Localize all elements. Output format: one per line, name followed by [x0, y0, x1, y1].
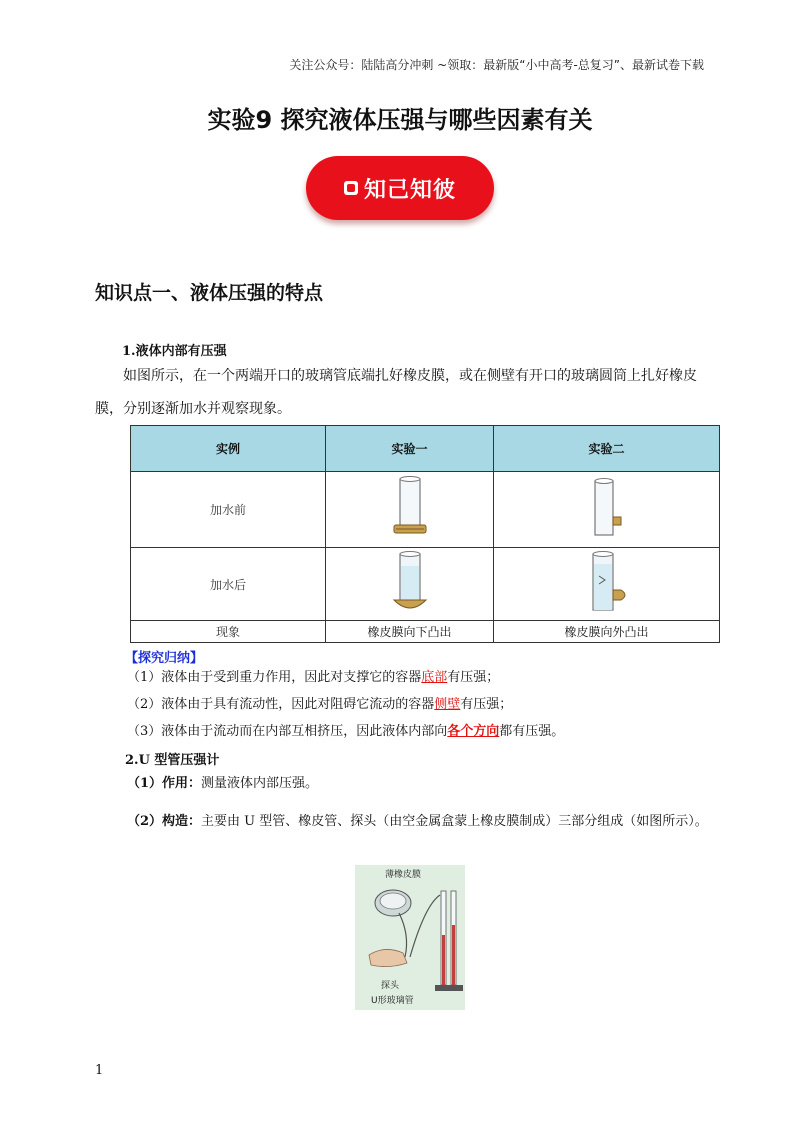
table-row: [131, 621, 720, 643]
table-cell: 橡皮膜向下凸出: [326, 621, 494, 643]
part2-build: [127, 806, 717, 838]
label-probe: 探头: [381, 981, 400, 991]
table-header-row: [131, 426, 720, 472]
document-title: 实验9 探究液体压强与哪些因素有关: [207, 106, 593, 134]
exp2-before-image: [494, 472, 720, 548]
part2-use-label: （1）作用：: [127, 776, 202, 791]
part1-heading: 1.液体内部有压强: [122, 344, 227, 359]
page-number: 1: [95, 1063, 104, 1078]
table-cell: 橡皮膜向外凸出: [494, 621, 720, 643]
row-label: 加水后: [131, 548, 326, 621]
label-membrane: 薄橡皮膜: [385, 870, 422, 880]
section-heading: 知识点一、液体压强的特点: [95, 282, 324, 304]
manometer-illustration: [355, 865, 465, 1010]
exp1-after-image: [326, 548, 494, 621]
u-tube-manometer-figure: [355, 865, 465, 1010]
row-label: 现象: [131, 621, 326, 643]
table-header-cell: 实验二: [494, 426, 720, 472]
glass-tube-flat-membrane-icon: [380, 475, 440, 541]
exp1-before-image: [326, 472, 494, 548]
summary-text: 有压强；: [460, 697, 513, 712]
exp2-after-image: [494, 548, 720, 621]
glass-cylinder-side-opening-icon: [577, 475, 637, 541]
part2-build-text: 主要由 U 型管、橡皮管、探头（由空金属盒蒙上橡皮膜制成）三部分组成（如图所示）。: [201, 814, 708, 829]
summary-line-3: [127, 722, 564, 742]
experiment-table: [130, 425, 720, 643]
row-label: 加水前: [131, 472, 326, 548]
summary-text: 有压强；: [447, 670, 500, 685]
glass-cylinder-bulging-side-icon: [577, 550, 637, 616]
summary-text: （1）液体由于受到重力作用，因此对支撑它的容器: [127, 670, 422, 685]
summary-keyword: 侧壁: [434, 697, 461, 712]
home-icon: [344, 181, 358, 195]
summary-line-1: [127, 668, 499, 688]
table-row: [131, 548, 720, 621]
part2-use: [127, 774, 318, 794]
part2-heading: 2.U 型管压强计: [125, 753, 220, 768]
summary-title: 【探究归纳】: [125, 651, 204, 666]
glass-tube-bulging-membrane-icon: [380, 550, 440, 616]
summary-keyword: 各个方向: [447, 724, 500, 739]
summary-keyword: 底部: [421, 670, 448, 685]
header-note: 关注公众号：陆陆高分冲刺 ~领取：最新版“小中高考-总复习”、最新试卷下载: [289, 58, 704, 72]
table-header-cell: 实验一: [326, 426, 494, 472]
summary-line-2: [127, 695, 512, 715]
part2-use-text: 测量液体内部压强。: [201, 776, 319, 791]
badge-label: 知己知彼: [363, 177, 456, 203]
summary-text: 都有压强。: [499, 724, 565, 739]
section-badge: [306, 156, 494, 220]
table-row: [131, 472, 720, 548]
label-u-tube: U形玻璃管: [371, 996, 414, 1006]
summary-text: （3）液体由于流动而在内部互相挤压，因此液体内部向: [127, 724, 448, 739]
part1-paragraph: 如图所示，在一个两端开口的玻璃管底端扎好橡皮膜，或在侧壁有开口的玻璃圆筒上扎好橡皮膜，分别逐渐加水并观察现象。: [95, 368, 697, 417]
summary-text: （2）液体由于具有流动性，因此对阻碍它流动的容器: [127, 697, 435, 712]
table-header-cell: 实例: [131, 426, 326, 472]
part2-build-label: （2）构造：: [127, 814, 202, 829]
